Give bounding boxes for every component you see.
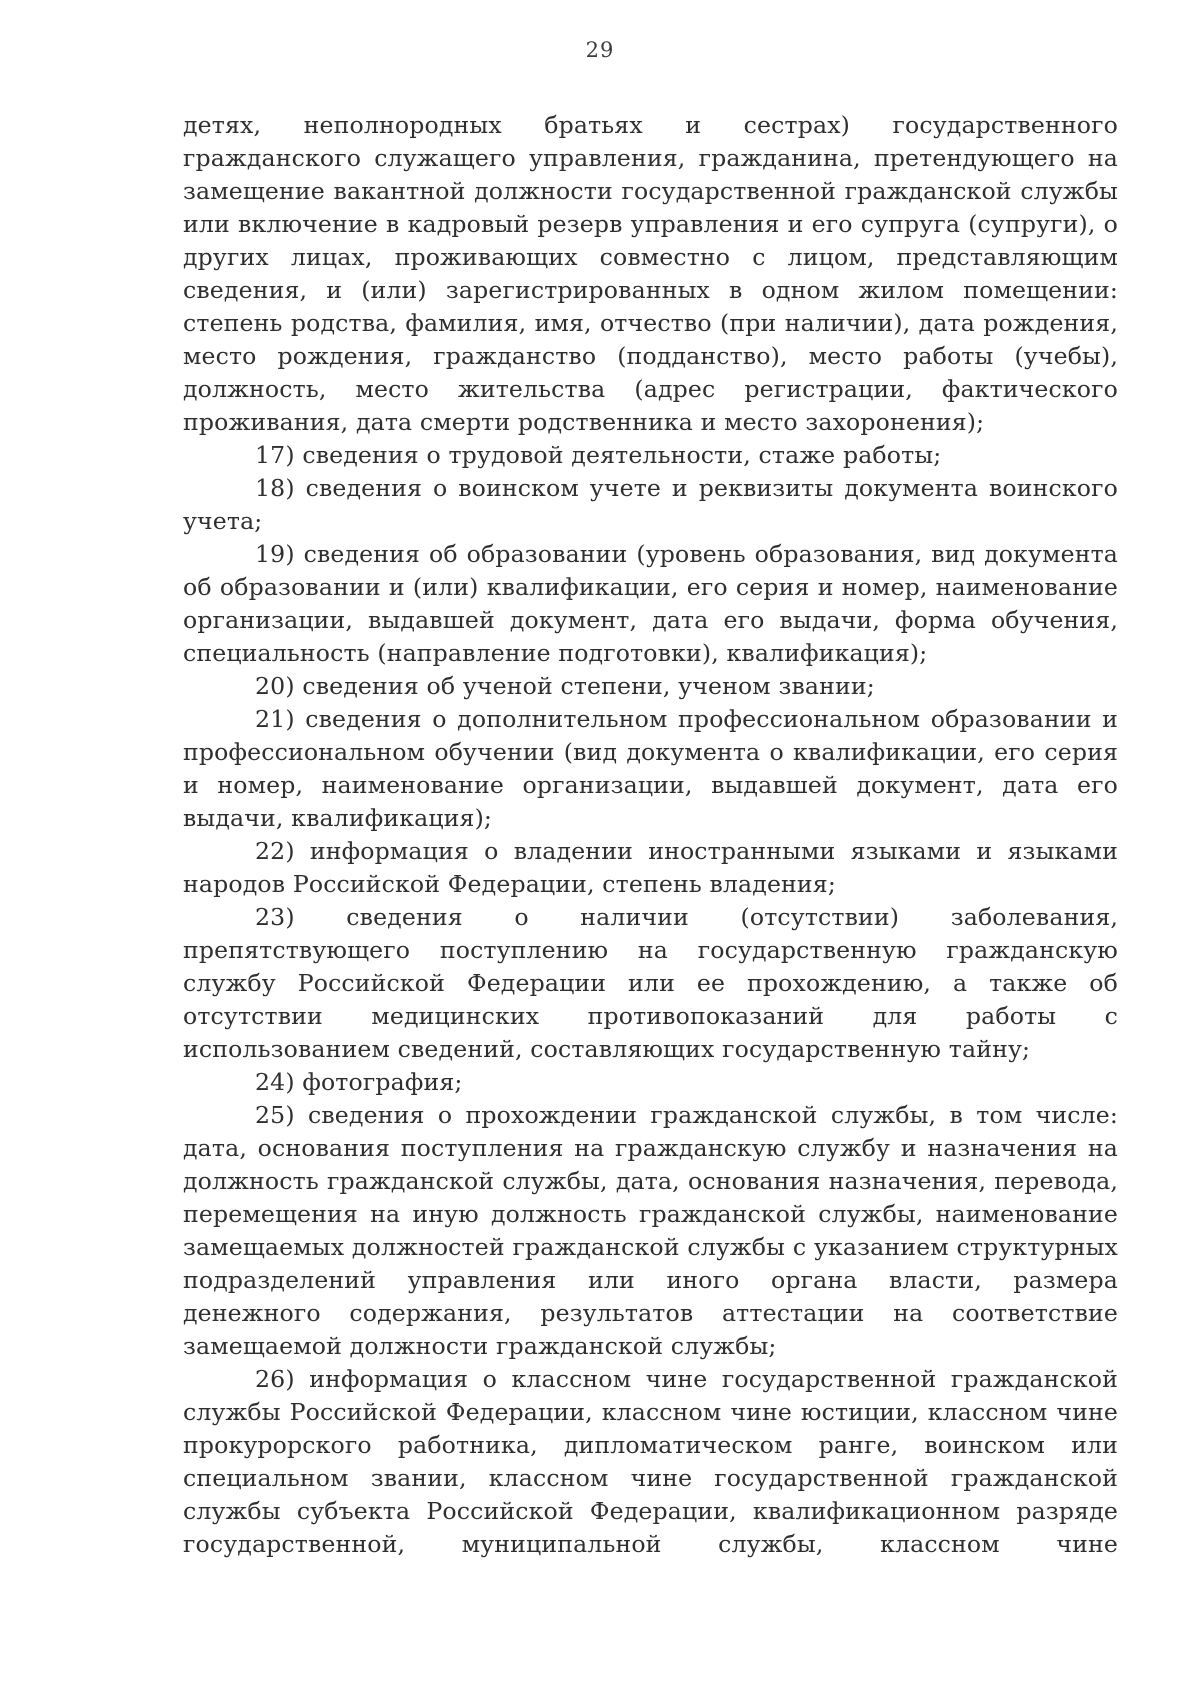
paragraph-item-25: 25) сведения о прохождении гражданской службы, в том числе: дата, основания поступления на гражданскую службу и назначения на должность гражданской службы, дата, основания назначения, перевода, перемещения на иную должность гражданской службы, наименование замещаемых должностей гражданской службы с указанием структурных подразделений управления или иного органа власти, размера денежного содержания, результатов аттестации на соответствие замещаемой должности гражданской службы; xyxy=(183,1101,1118,1360)
paragraph-item-26: 26) информация о классном чине государственной гражданской службы Российской Федерации, классном чине юстиции, классном чине прокурорского работника, дипломатическом ранге, воинском или специальном звании, классном чине государственной гражданской службы субъекта Российской Федерации, квалификационном разряде государственной, муниципальной службы, классном чине xyxy=(183,1365,1118,1558)
paragraph-item-24: 24) фотография; xyxy=(255,1068,463,1096)
paragraph-item-19: 19) сведения об образовании (уровень образования, вид документа об образовании и (или) квалификации, его серия и номер, наименование организации, выдавшей документ, дата его выдачи, форма обучения, специальность (направление подготовки), квалификация); xyxy=(183,540,1118,667)
paragraph-item-22: 22) информация о владении иностранными языками и языками народов Российской Федерации, степень владения; xyxy=(183,837,1118,898)
document-body xyxy=(183,109,1118,1561)
paragraph-continued: детях, неполнородных братьях и сестрах) государственного гражданского служащего управления, гражданина, претендующего на замещение вакантной должности государственной гражданской службы или включение в кадровый резерв управления и его супруга (супруги), о других лицах, проживающих совместно с лицом, представляющим сведения, и (или) зарегистрированных в одном жилом помещении: степень родства, фамилия, имя, отчество (при наличии), дата рождения, место рождения, гражданство (подданство), место работы (учебы), должность, место жительства (адрес регистрации, фактического проживания, дата смерти родственника и место захоронения); xyxy=(183,111,1118,436)
page-number: 29 xyxy=(585,38,615,62)
paragraph-item-23: 23) сведения о наличии (отсутствии) заболевания, препятствующего поступлению на государственную гражданскую службу Российской Федерации или ее прохождению, а также об отсутствии медицинских противопоказаний для работы с использованием сведений, составляющих государственную тайну; xyxy=(183,903,1118,1063)
paragraph-item-17: 17) сведения о трудовой деятельности, стаже работы; xyxy=(255,441,942,469)
paragraph-item-20: 20) сведения об ученой степени, ученом звании; xyxy=(255,672,875,700)
paragraph-item-21: 21) сведения о дополнительном профессиональном образовании и профессиональном обучении (вид документа о квалификации, его серия и номер, наименование организации, выдавшей документ, дата его выдачи, квалификация); xyxy=(183,705,1118,832)
paragraph-item-18: 18) сведения о воинском учете и реквизиты документа воинского учета; xyxy=(183,474,1118,535)
